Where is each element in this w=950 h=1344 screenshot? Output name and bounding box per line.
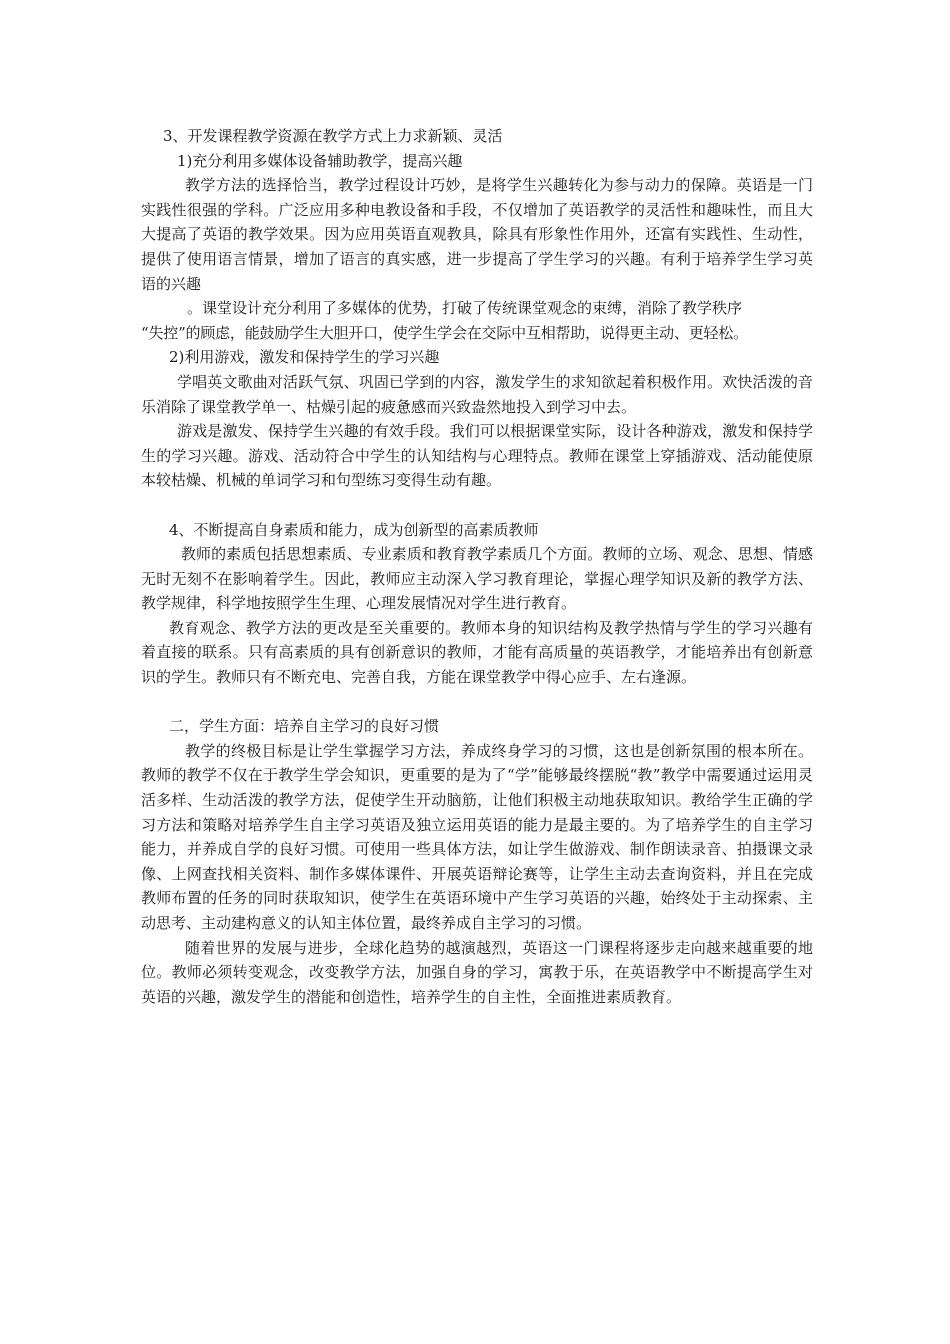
part-2-paragraph-2: 随着世界的发展与进步，全球化趋势的越演越烈，英语这一门课程将逐步走向越来越重要的地位。教师必须转变观念，改变教学方法，加强自身的学习，寓教于乐，在英语教学中不断提高学生对英语的兴趣，激发学生的潜能和创造性，培养学生的自主性，全面推进素质教育。	[141, 938, 813, 1006]
section-3-paragraph-4: 游戏是激发、保持学生兴趣的有效手段。我们可以根据课堂实际，设计各种游戏，激发和保持学生的学习兴趣。游戏、活动符合中学生的认知结构与心理特点。教师在课堂上穿插游戏、活动能使原本较枯燥、机械的单词学习和句型练习变得生动有趣。	[141, 422, 813, 490]
section-3-paragraph-3: 学唱英文歌曲对活跃气氛、巩固已学到的内容，激发学生的求知欲起着积极作用。欢快活泼的音乐消除了课堂教学单一、枯燥引起的疲惫感而兴致盎然地投入到学习中去。	[141, 372, 813, 416]
section-3-heading: 3、开发课程教学资源在教学方式上力求新颖、灵活	[163, 127, 503, 145]
section-3-paragraph-1: 教学方法的选择恰当，教学过程设计巧妙，是将学生兴趣转化为参与动力的保障。英语是一门实践性很强的学科。广泛应用多种电教设备和手段，不仅增加了英语教学的灵活性和趣味性，而且大大提高了英语的教学效果。因为应用英语直观教具，除具有形象性作用外，还富有实践性、生动性，提供了使用语言情景，增加了语言的真实感，进一步提高了学生学习的兴趣。有利于培养学生学习英语的兴趣	[141, 176, 813, 293]
section-4-heading: 4、不断提高自身素质和能力，成为创新型的高素质教师	[169, 520, 539, 539]
section-4-paragraph-1: 教师的素质包括思想素质、专业素质和教育教学素质几个方面。教师的立场、观念、思想、情感无时无刻不在影响着学生。因此，教师应主动深入学习教育理论，掌握心理学知识及新的教学方法、教学规律，科学地按照学生生理、心理发展情况对学生进行教育。	[141, 545, 813, 613]
document-body	[141, 124, 813, 1009]
section-3-paragraph-2-line-2: “失控”的顾虑，能鼓励学生大胆开口，使学生学会在交际中互相帮助，说得更主动、更轻松。	[141, 323, 748, 342]
blank-line	[141, 690, 813, 715]
part-2-heading: 二，学生方面：培养自主学习的良好习惯	[169, 717, 440, 736]
section-3-paragraph-2-line-1: 。课堂设计充分利用了多媒体的优势，打破了传统课堂观念的束缚，消除了教学秩序	[187, 299, 743, 318]
section-3-sub2-heading: 2)利用游戏，激发和保持学生的学习兴趣	[169, 348, 440, 367]
section-3-sub1-heading: 1)充分利用多媒体设备辅助教学，提高兴趣	[177, 151, 463, 170]
blank-line	[141, 493, 813, 518]
part-2-paragraph-1: 教学的终极目标是让学生掌握学习方法，养成终身学习的习惯，这也是创新氛围的根本所在。教师的教学不仅在于教学生学会知识，更重要的是为了“学”能够最终摆脱“教”教学中需要通过运用灵活多样、生动活泼的教学方法，促使学生开动脑筋，让他们积极主动地获取知识。教给学生正确的学习方法和策略对培养学生自主学习英语及独立运用英语的能力是最主要的。为了培养学生的自主学习能力，并养成自学的良好习惯。可使用一些具体方法，如让学生做游戏、制作朗读录音、拍摄课文录像、上网查找相关资料、制作多媒体课件、开展英语辩论赛等，让学生主动去查询资料，并且在完成教师布置的任务的同时获取知识，使学生在英语环境中产生学习英语的兴趣，始终处于主动探索、主动思考、主动建构意义的认知主体位置，最终养成自主学习的习惯。	[141, 741, 813, 932]
section-4-paragraph-2: 教育观念、教学方法的更改是至关重要的。教师本身的知识结构及教学热情与学生的学习兴趣有着直接的联系。只有高素质的具有创新意识的教师，才能有高质量的英语教学，才能培养出有创新意识的学生。教师只有不断充电、完善自我，方能在课堂教学中得心应手、左右逢源。	[141, 618, 813, 687]
